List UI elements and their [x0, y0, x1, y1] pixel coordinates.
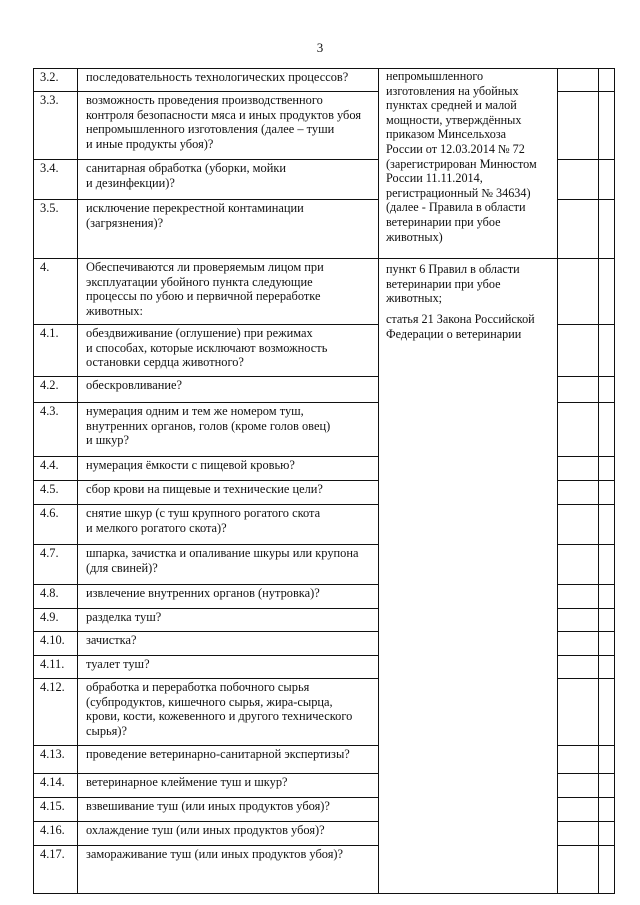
row-number: 4.10.: [40, 633, 65, 647]
table-hline: [33, 544, 379, 545]
row-number: 4.8.: [40, 586, 59, 600]
answer-hline: [557, 91, 615, 92]
row-question: извлечение внутренних органов (нутровка)?: [86, 586, 320, 600]
row-question: взвешивание туш (или иных продуктов убоя)?: [86, 799, 330, 813]
answer-hline: [557, 199, 615, 200]
row-question: нумерация ёмкости с пищевой кровью?: [86, 458, 295, 472]
row-number: 4.4.: [40, 458, 59, 472]
table-hline: [33, 480, 379, 481]
row-question: обработка и переработка побочного сырья (субпродуктов, кишечного сырья, жира-сырца, крови, кости, кожевенного и другого технического сырья)?: [86, 680, 353, 738]
answer-hline: [557, 544, 615, 545]
table-hline: [33, 773, 379, 774]
row-number: 4.2.: [40, 378, 59, 392]
answer-hline: [557, 68, 615, 69]
answer-hline: [557, 480, 615, 481]
row-question: исключение перекрестной контаминации (загрязнения)?: [86, 201, 304, 230]
row-number: 4.11.: [40, 657, 65, 671]
legal-reference-group-1: непромышленного изготовления на убойных пунктах средней и малой мощности, утверждённых приказом Минсельхоза России от 12.03.2014 № 72 (зарегистрирован Минюстом России 11.11.2014, регистрационный № 34634) (далее - Правила в области ветеринарии при убое животных): [386, 69, 537, 244]
row-question: сбор крови на пищевые и технические цели?: [86, 482, 323, 496]
answer-hline: [557, 678, 615, 679]
answer-hline: [557, 745, 615, 746]
row-number: 3.3.: [40, 93, 59, 107]
row-number: 4.7.: [40, 546, 59, 560]
table-hline: [33, 797, 379, 798]
row-number: 3.4.: [40, 161, 59, 175]
table-hline: [33, 68, 379, 69]
legal-reference-group-2b: статья 21 Закона Российской Федерации о ветеринарии: [386, 312, 535, 341]
row-number: 4.15.: [40, 799, 65, 813]
table-hline: [33, 258, 379, 259]
row-question: проведение ветеринарно-санитарной экспертизы?: [86, 747, 350, 761]
answer-hline: [557, 821, 615, 822]
row-question: снятие шкур (с туш крупного рогатого скота и мелкого рогатого скота)?: [86, 506, 321, 535]
ref-group-separator: [378, 258, 558, 259]
row-question: нумерация одним и тем же номером туш, внутренних органов, голов (кроме голов овец) и шкур?: [86, 404, 331, 448]
row-question: санитарная обработка (уборки, мойки и дезинфекции)?: [86, 161, 286, 190]
answer-hline: [557, 655, 615, 656]
answer-hline: [557, 159, 615, 160]
table-hline: [33, 376, 379, 377]
table-hline: [33, 631, 379, 632]
row-number: 3.2.: [40, 70, 59, 84]
row-question: Обеспечиваются ли проверяемым лицом при эксплуатации убойного пункта следующие процессы по убою и первичной переработке животных:: [86, 260, 324, 318]
row-number: 4.14.: [40, 775, 65, 789]
table-hline: [33, 402, 379, 403]
table-hline: [33, 678, 379, 679]
table-hline: [33, 91, 379, 92]
row-question: возможность проведения производственного контроля безопасности мяса и иных продуктов убоя непромышленного изготовления (далее – туши и иные продукты убоя)?: [86, 93, 362, 151]
page-number: 3: [316, 40, 324, 55]
table-hline: [33, 324, 379, 325]
answer-hline: [557, 797, 615, 798]
table-hline: [33, 504, 379, 505]
table-hline: [33, 584, 379, 585]
row-number: 4.5.: [40, 482, 59, 496]
row-number: 4.13.: [40, 747, 65, 761]
row-number: 4.6.: [40, 506, 59, 520]
table-hline: [33, 456, 379, 457]
answer-hline: [557, 631, 615, 632]
answer-hline: [557, 845, 615, 846]
answer-hline: [557, 258, 615, 259]
row-question: туалет туш?: [86, 657, 150, 671]
row-question: ветеринарное клеймение туш и шкур?: [86, 775, 288, 789]
row-number: 4.12.: [40, 680, 65, 694]
row-number: 3.5.: [40, 201, 59, 215]
row-question: шпарка, зачистка и опаливание шкуры или крупона (для свиней)?: [86, 546, 359, 575]
row-number: 4.3.: [40, 404, 59, 418]
row-number: 4.: [40, 260, 50, 274]
table-hline: [33, 655, 379, 656]
answer-hline: [557, 324, 615, 325]
table-hline: [33, 199, 379, 200]
table-hline: [33, 608, 379, 609]
answer-hline: [557, 504, 615, 505]
row-number: 4.17.: [40, 847, 65, 861]
row-number: 4.9.: [40, 610, 59, 624]
answer-hline: [557, 402, 615, 403]
table-hline: [33, 745, 379, 746]
row-question: последовательность технологических процессов?: [86, 70, 349, 84]
row-question: разделка туш?: [86, 610, 162, 624]
answer-hline: [557, 608, 615, 609]
table-hline: [33, 845, 379, 846]
answer-hline: [557, 773, 615, 774]
row-question: зачистка?: [86, 633, 137, 647]
legal-reference-group-2a: пункт 6 Правил в области ветеринарии при убое животных;: [386, 262, 520, 306]
row-number: 4.16.: [40, 823, 65, 837]
answer-hline: [557, 376, 615, 377]
row-question: замораживание туш (или иных продуктов убоя)?: [86, 847, 344, 861]
table-bottom-line: [33, 893, 615, 894]
row-question: охлаждение туш (или иных продуктов убоя)?: [86, 823, 325, 837]
answer-hline: [557, 456, 615, 457]
table-hline: [33, 159, 379, 160]
answer-hline: [557, 584, 615, 585]
row-question: обездвиживание (оглушение) при режимах и способах, которые исключают возможность остановки сердца животного?: [86, 326, 328, 370]
row-number: 4.1.: [40, 326, 59, 340]
table-hline: [33, 821, 379, 822]
row-question: обескровливание?: [86, 378, 183, 392]
